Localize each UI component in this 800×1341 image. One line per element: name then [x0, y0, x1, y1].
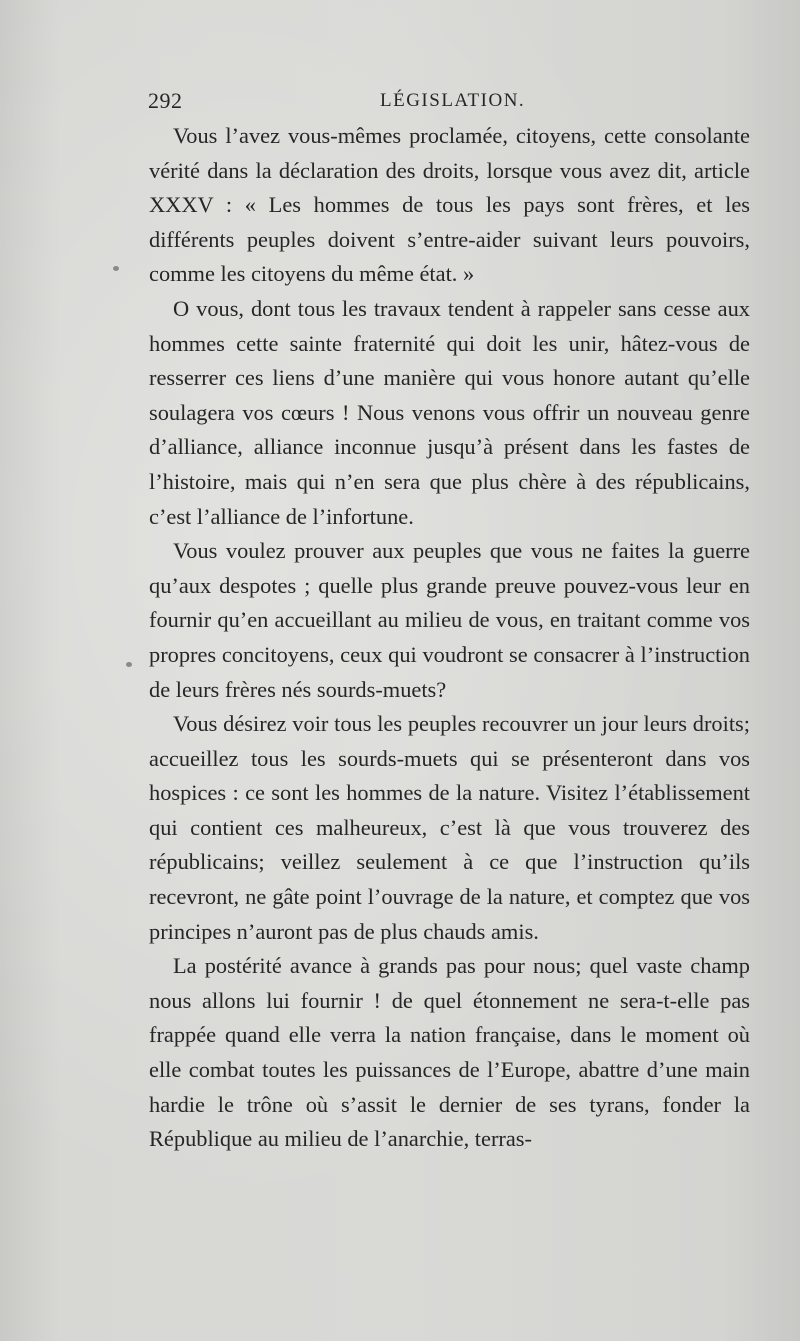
body-text [149, 119, 750, 1157]
paragraph: Vous désirez voir tous les peuples recouvrer un jour leurs droits; accueillez tous les sourds-muets qui se présenteront dans vos hospices : ce sont les hommes de la nature. Visitez l’établissement qui contient ces malheureux, c’est là que vous trouverez des républicains; veillez seulement à ce que l’instruction qu’ils recevront, ne gâte point l’ouvrage de la nature, et comptez que vos principes n’auront pas de plus chauds amis. [149, 711, 750, 944]
running-title: LÉGISLATION. [380, 90, 526, 111]
paper-speck [126, 662, 132, 667]
paragraph: O vous, dont tous les travaux tendent à rappeler sans cesse aux hommes cette sainte fraternité qui doit les unir, hâtez-vous de resserrer ces liens d’une manière qui vous honore autant qu’elle soulagera vos cœurs ! Nous venons vous offrir un nouveau genre d’alliance, alliance inconnue jusqu’à présent dans les fastes de l’histoire, mais qui n’en sera que plus chère à des républicains, c’est l’alliance de l’infortune. [149, 295, 750, 529]
page-header [148, 88, 748, 116]
paragraph: La postérité avance à grands pas pour nous; quel vaste champ nous allons lui fournir ! de quel étonnement ne sera-t-elle pas frappée quand elle verra la nation française, dans le moment où elle combat toutes les puissances de l’Europe, abattre d’une main hardie le trône où s’assit le dernier de ses tyrans, fonder la République au milieu de l’anarchie, terras- [149, 953, 750, 1152]
paper-speck [113, 266, 119, 271]
page-number: 292 [148, 88, 183, 113]
paragraph: Vous l’avez vous-mêmes proclamée, citoyens, cette consolante vérité dans la déclaration des droits, lorsque vous avez dit, article XXXV : « Les hommes de tous les pays sont frères, et les différents peuples doivent s’entre-aider suivant leurs pouvoirs, comme les citoyens du même état. » [149, 123, 750, 287]
paragraph: Vous voulez prouver aux peuples que vous ne faites la guerre qu’aux despotes ; quelle plus grande preuve pouvez-vous leur en fournir qu’en accueillant au milieu de vous, en traitant comme vos propres concitoyens, ceux qui voudront se consacrer à l’instruction de leurs frères nés sourds-muets? [149, 538, 750, 702]
